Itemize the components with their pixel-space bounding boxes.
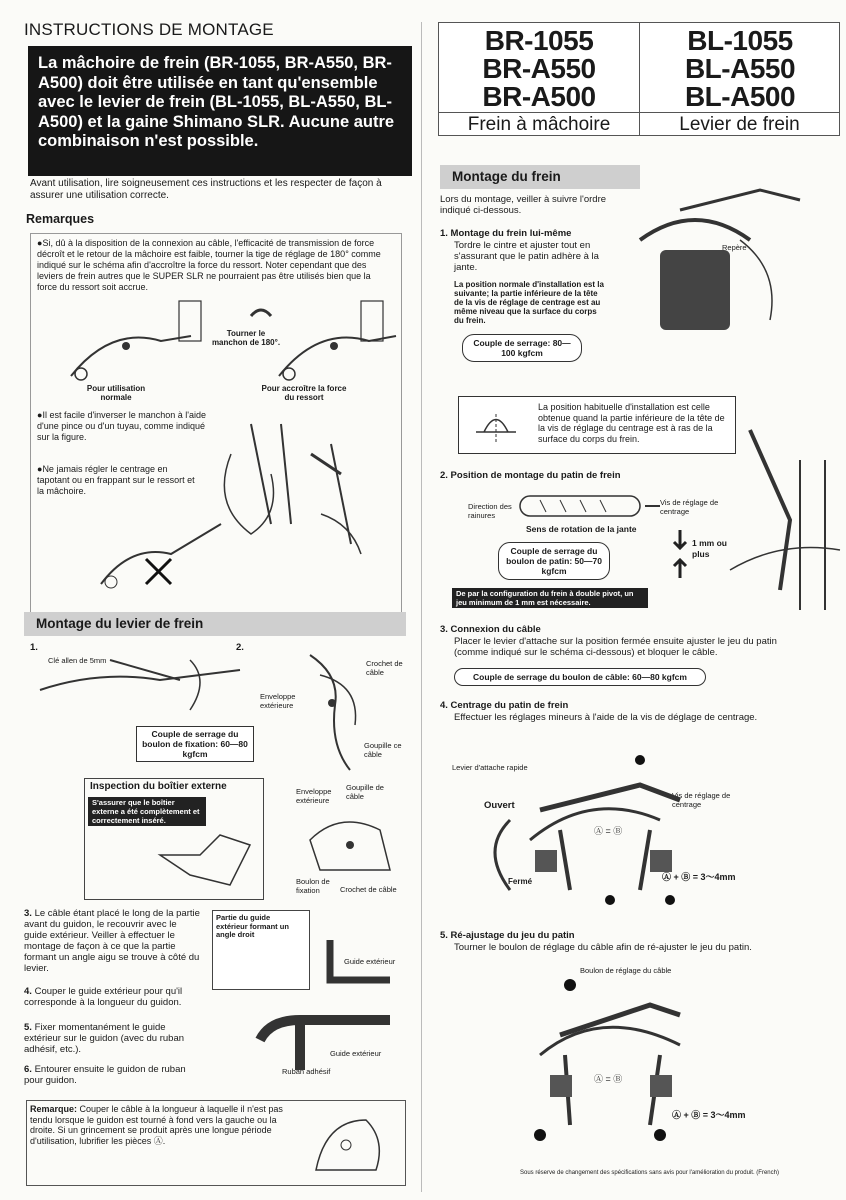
remark-text: Ne jamais régler le centrage en tapotant ou en frappant sur le ressort et la mâchoire. [37, 464, 195, 496]
lever-step-5 [24, 1022, 200, 1055]
model-bl-1: BL-1055 [687, 25, 793, 56]
brake-torque-pill: Couple de serrage: 80—100 kgfcm [462, 334, 582, 362]
type-caliper: Frein à mâchoire [439, 112, 639, 137]
stronger-caption: Pour accroître la force du ressort [261, 384, 347, 402]
remarks-title: Remarques [26, 212, 95, 226]
brake-step-4-title: 4. Centrage du patin de frein [440, 700, 569, 711]
model-br-2: BR-A550 [482, 53, 596, 84]
step-text: Le câble étant placé le long de la partie avant du guidon, le recouvrir avec le guide extérieur. Veiller à effectuer le montage de façon à ce que la partie formant un angle aigu se trouve à côté du levier. [24, 908, 200, 974]
step-text: Fixer momentanément le guide extérieur sur le guidon (avec du ruban adhésif, etc.). [24, 1022, 185, 1055]
model-bl-3: BL-A500 [684, 81, 796, 112]
inspection-title: Inspection du boîtier externe [90, 781, 227, 792]
fix-torque-box: Couple de serrage du boulon de fixation: 60—80 kgfcm [136, 726, 254, 762]
lever-body-figure [290, 645, 370, 775]
ab-sum: Ⓐ + Ⓑ = 3～4mm [662, 872, 736, 882]
tape-label: Ruban adhésif [282, 1067, 331, 1076]
readjust-figure [510, 975, 710, 1150]
outer-casing-label: Enveloppe extérieure [260, 692, 296, 710]
lever-section-header: Montage du levier de frein [24, 612, 406, 636]
shoe-groove-figure [510, 488, 660, 528]
casing-insert-figure [160, 815, 260, 895]
model-header [438, 22, 840, 136]
step-text: Entourer ensuite le guidon de ruban pour guidon. [24, 1064, 186, 1086]
lever-step-2-number: 2. [236, 642, 244, 653]
type-lever: Levier de frein [639, 112, 840, 137]
inspection-note: S'assurer que le boîtier externe a été complètement et correctement inséré. [88, 797, 206, 826]
normal-caption: Pour utilisation normale [86, 384, 146, 402]
guide-ext-label-2: Guide extérieur [330, 1049, 382, 1058]
brake-step-5-text: Tourner le boulon de réglage du câble afin de ré-ajuster le jeu du patin. [454, 942, 752, 953]
footer-note: Sous réserve de changement des spécifications sans avis pour l'amélioration du produit. (French) [520, 1170, 779, 1176]
step-number: 5. [24, 1022, 32, 1033]
cable-pin-label: Goupille ce câble [364, 741, 402, 759]
guide-ext-label: Guide extérieur [344, 957, 396, 966]
brake-step-2-title: 2. Position de montage du patin de frein [440, 470, 621, 481]
lever-step-6 [24, 1064, 200, 1086]
dont-tap-figure [91, 504, 241, 604]
brake-step-1-text: Tordre le cintre et ajuster tout en s'assurant que le patin adhère à la jante. [454, 240, 599, 273]
lever-step-1-number: 1. [30, 642, 38, 653]
centering-screw-label-2: Vis de réglage de centrage [672, 791, 731, 809]
remark-text: Il est facile d'inverser le manchon à l'aide d'une pince ou d'un tuyau, comme indiqué sur la figure. [37, 410, 206, 442]
model-br-1: BR-1055 [484, 25, 594, 56]
quick-lever-label: Levier d'attache rapide [452, 763, 528, 772]
ab-equal: Ⓐ = Ⓑ [594, 826, 623, 836]
brake-step-5-title: 5. Ré-ajustage du jeu du patin [440, 930, 575, 941]
closed-label: Fermé [508, 877, 533, 886]
column-divider [421, 22, 422, 1192]
ab-equal-2: Ⓐ = Ⓑ [594, 1074, 623, 1084]
one-mm-label: 1 mm ou plus [692, 538, 727, 559]
screw-head-figure [466, 402, 526, 446]
lever-step-3 [24, 908, 200, 974]
centering-screw-label: Vis de réglage de centrage [660, 498, 719, 516]
gap-arrows [670, 530, 690, 580]
fix-bolt-label: Boulon de fixation [296, 877, 330, 895]
brake-step-3-text: Placer le levier d'attache sur la position fermée ensuite ajuster le jeu du patin (comme indiqué sur le schéma ci-dessous) et bloquer le câble. [454, 636, 777, 658]
step-number: 6. [24, 1064, 32, 1075]
allen-key-label: Clé allen de 5mm [48, 656, 107, 665]
model-br-3: BR-A500 [482, 81, 596, 112]
cable-adjust-label: Boulon de réglage du câble [580, 966, 672, 975]
remark-label: Remarque: [30, 1104, 78, 1114]
pivot-note: De par la configuration du frein à double pivot, un jeu minimum de 1 mm est nécessaire. [452, 588, 648, 608]
lubricate-figure [306, 1110, 396, 1180]
lever-top-figure [300, 810, 400, 880]
brake-step-4-text: Effectuer les réglages mineurs à l'aide de la vis de déglage de centrage. [454, 712, 758, 723]
grooves-label: Direction des rainures [468, 502, 512, 520]
outer-casing-label-2: Enveloppe extérieure [296, 787, 332, 805]
lever-step-4 [24, 986, 200, 1008]
caliper-side-figure [730, 420, 840, 610]
remark-item: ●Si, dû à la disposition de la connexion au câble, l'efficacité de transmission de force décroît et le retour de la mâchoire est faible, tourner la tige de réglage de 180° comme indiqué sur le schéma afin d'accroître la force du ressort. Noter cependant que des leviers de frein autres que le SUPER SLR ne pourraient pas être utilisés bien que la force du ressort soit accrue. [37, 238, 381, 292]
model-bl-2: BL-A550 [684, 53, 796, 84]
cable-pin-label-2: Goupille de câble [346, 783, 384, 801]
cable-hook-label: Crochet de câble [366, 659, 403, 677]
shoe-torque-pill: Couple de serrage du boulon de patin: 50—70 kgfcm [498, 542, 610, 580]
lever-clamp-figure [40, 640, 240, 720]
step-number: 3. [24, 908, 32, 919]
step-text: Couper le guide extérieur pour qu'il corresponde à la longueur du guidon. [24, 986, 183, 1008]
remark-item: ●Il est facile d'inverser le manchon à l'aide d'une pince ou d'un tuyau, comme indiqué sur la figure. [37, 410, 206, 442]
page-title: INSTRUCTIONS DE MONTAGE [24, 20, 274, 39]
brake-intro: Lors du montage, veiller à suivre l'ordre indiqué ci-dessous. [440, 194, 607, 216]
remark-item: ●Ne jamais régler le centrage en tapotant ou en frappant sur le ressort et la mâchoire. [37, 464, 195, 496]
brake-section-header: Montage du frein [440, 165, 640, 189]
habit-pos-text: La position habituelle d'installation est celle obtenue quand la partie inférieure de la tête de la vis de réglage du centrage est à ras de la surface du corps du frein. [538, 402, 725, 444]
cable-hook-label-2: Crochet de câble [340, 885, 397, 894]
brake-step-1-title: 1. Montage du frein lui-même [440, 228, 572, 239]
rotation-label: Sens de rotation de la jante [526, 524, 637, 534]
intro-text: Avant utilisation, lire soigneusement ces instructions et les respecter de façon à assurer une utilisation correcte. [30, 178, 382, 201]
open-label: Ouvert [484, 800, 515, 811]
remarks-panel [30, 233, 402, 615]
cable-torque-pill: Couple de serrage du boulon de câble: 60—80 kgfcm [454, 668, 706, 686]
rotate-caption: Tourner le manchon de 180°. [211, 329, 281, 347]
warning-box: La mâchoire de frein (BR-1055, BR-A550, BR-A500) doit être utilisée en tant qu'ensemble avec le levier de frein (BL-1055, BL-A550, BL-A500) et la gaine Shimano SLR. Aucune autre combinaison n'est possible. [28, 46, 412, 176]
guide-angle-label: Partie du guide extérieur formant un angle droit [216, 913, 289, 939]
brake-mount-figure [620, 180, 820, 350]
step-number: 4. [24, 986, 32, 997]
brake-step-3-title: 3. Connexion du câble [440, 624, 541, 635]
brake-step-1-note: La position normale d'installation est la suivante; la partie inférieure de la tête de la vis de réglage de centrage est au même niveau que la surface du corps du frein. [454, 280, 604, 325]
remark-text: Si, dû à la disposition de la connexion au câble, l'efficacité de transmission de force décroît et le retour de la mâchoire est faible, tourner la tige de réglage de 180° comme indiqué sur le schéma afin d'accroître la force du ressort. Noter cependant que des leviers de frein autres que le SUPER SLR ne pourraient pas être utilisés bien que la force du ressort soit accrue. [37, 238, 381, 292]
ab-sum-2: Ⓐ + Ⓑ = 3～4mm [672, 1110, 746, 1120]
repere-label: Repère [722, 243, 747, 252]
remark-text: Couper le câble à la longueur à laquelle il n'est pas tendu lorsque le guidon est tourné à fond vers la gauche ou la droite. Si un grincement se produit après une longue période d'utilisation, lubrifier les pièces Ⓐ. [30, 1104, 283, 1146]
